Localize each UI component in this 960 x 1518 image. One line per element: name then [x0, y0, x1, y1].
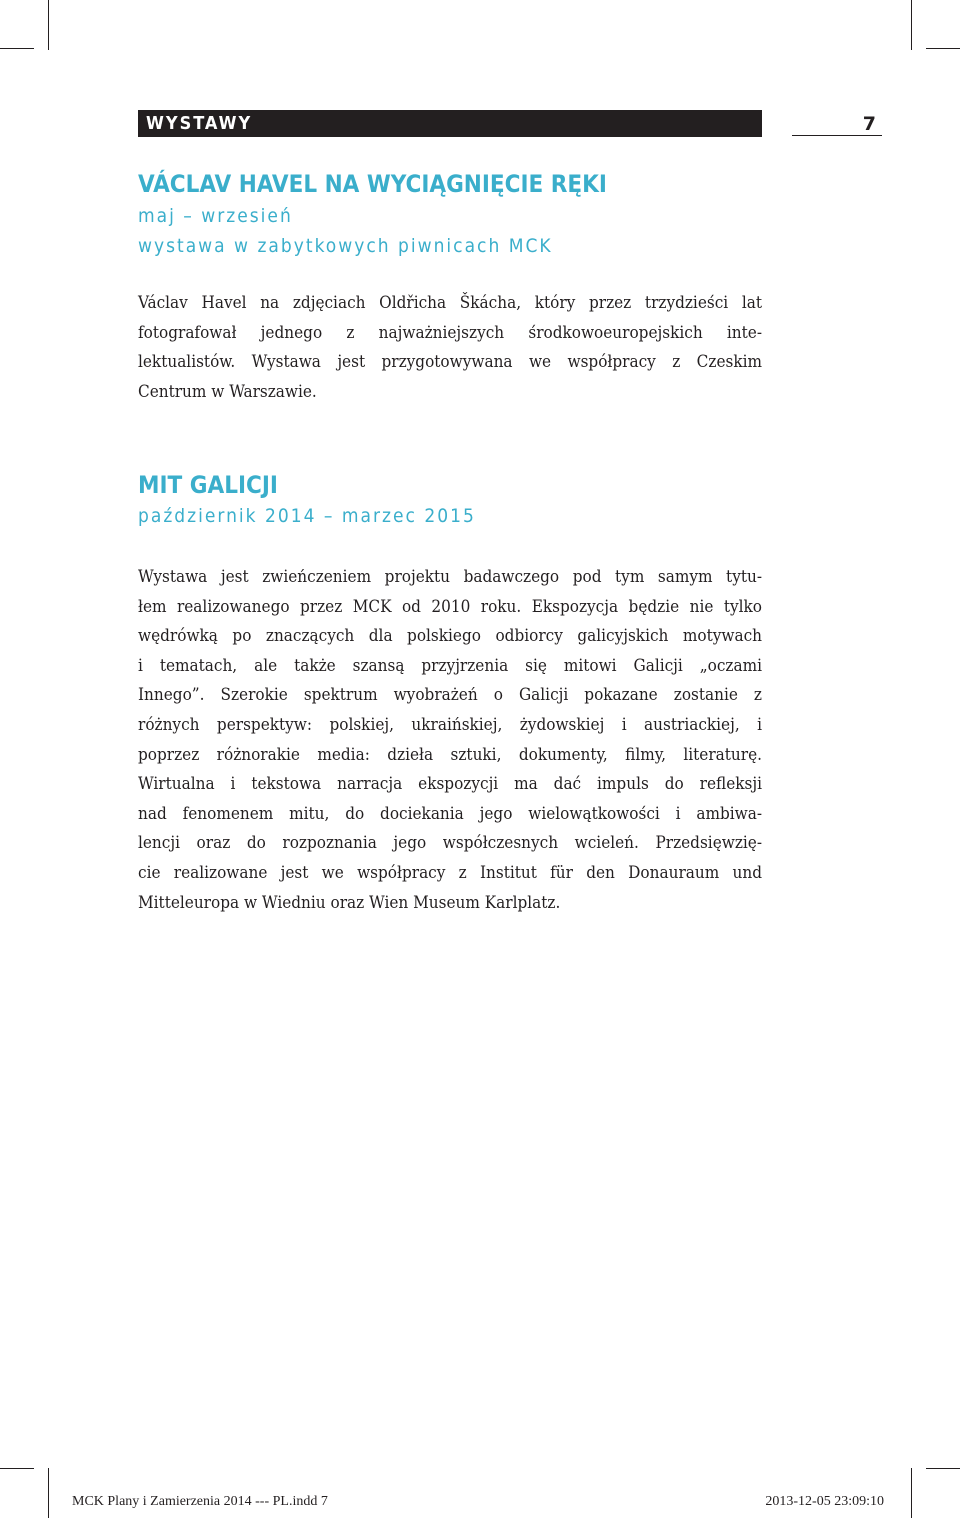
body-line: i tematach, ale także szansą przyjrzenia się mitowi Galicji „oczami [138, 655, 762, 676]
body-line: różnych perspektyw: polskiej, ukraińskiej, żydowskiej i austriackiej, i [138, 714, 762, 735]
article-body [138, 563, 762, 918]
section-header: WYSTAWY [138, 110, 762, 137]
article-venue: wystawa w zabytkowych piwnicach MCK [138, 235, 553, 257]
body-line: łem realizowanego przez MCK od 2010 roku. Ekspozycja będzie nie tylko [138, 596, 762, 617]
body-line: Wystawa jest zwieńczeniem projektu badawczego pod tym samym tytu- [138, 567, 762, 587]
body-line: wędrówką po znaczących dla polskiego odbiorcy galicyjskich motywach [138, 626, 762, 647]
article-date: maj – wrzesień [138, 205, 293, 227]
body-line: cie realizowane jest we współpracy z Institut für den Donauraum und [138, 862, 762, 883]
body-line: Václav Havel na zdjęciach Oldřicha Škácha, który przez trzydzieści lat [138, 293, 762, 313]
crop-mark [911, 0, 912, 50]
body-line: fotografował jednego z najważniejszych środkowoeuropejskich inte- [138, 322, 762, 343]
body-line: poprzez różnorakie media: dzieła sztuki, dokumenty, filmy, literaturę. [138, 744, 762, 765]
body-line: nad fenomenem mitu, do dociekania jego wielowątkowości i ambiwa- [138, 803, 762, 824]
body-line: lektualistów. Wystawa jest przygotowywana we współpracy z Czeskim [138, 352, 762, 373]
body-line: Centrum w Warszawie. [138, 381, 317, 402]
article-body [138, 289, 762, 407]
article-title: VÁCLAV HAVEL NA WYCIĄGNIĘCIE RĘKI [138, 170, 607, 198]
body-line: Mitteleuropa w Wiedniu oraz Wien Museum Karlplatz. [138, 892, 561, 913]
body-line: lencji oraz do rozpoznania jego współczesnych wcieleń. Przedsięwzię- [138, 833, 762, 854]
body-line: Innego”. Szerokie spektrum wyobrażeń o Galicji pokazane zostanie z [138, 685, 762, 706]
crop-mark [926, 1468, 960, 1469]
crop-mark [0, 1468, 34, 1469]
article-date: październik 2014 – marzec 2015 [138, 505, 476, 527]
file-slug: MCK Plany i Zamierzenia 2014 --- PL.indd 7 [72, 1494, 328, 1509]
crop-mark [0, 48, 34, 49]
page-number: 7 [792, 110, 882, 136]
crop-mark [926, 48, 960, 49]
body-line: Wirtualna i tekstowa narracja ekspozycji ma dać impuls do refleksji [138, 774, 762, 795]
crop-mark [48, 0, 49, 50]
crop-mark [911, 1468, 912, 1518]
crop-mark [48, 1468, 49, 1518]
print-timestamp: 2013-12-05 23:09:10 [765, 1494, 884, 1509]
article-title: MIT GALICJI [138, 471, 278, 499]
